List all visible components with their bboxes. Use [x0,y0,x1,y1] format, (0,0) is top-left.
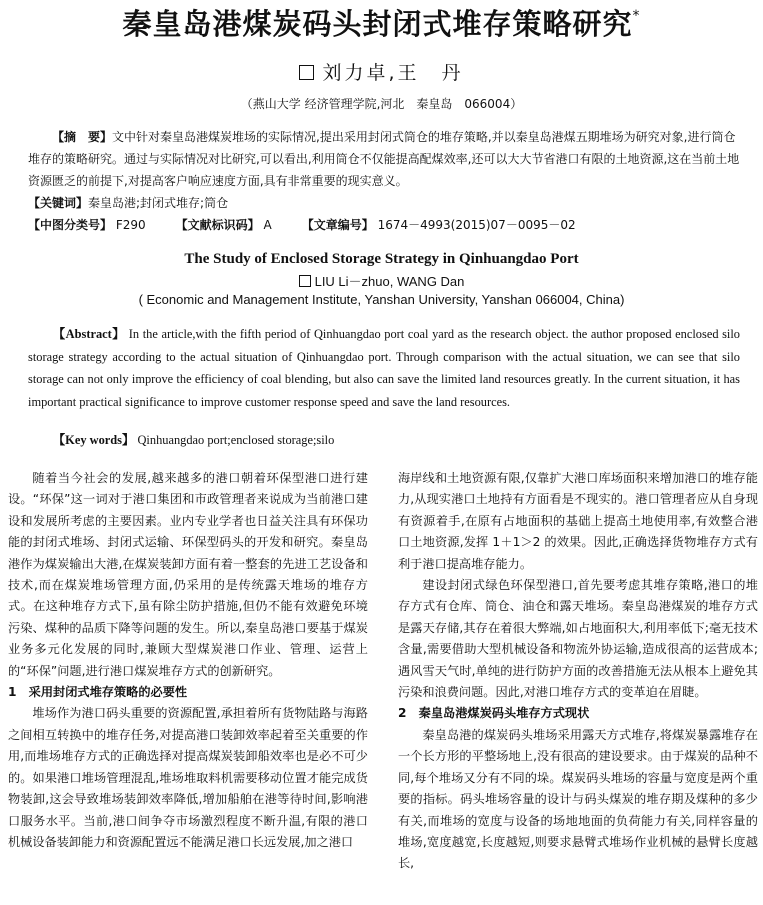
article-label: 【文章编号】 [301,218,374,232]
body-paragraph: 建设封闭式绿色环保型港口,首先要考虑其堆存策略,港口的堆存方式有仓库、筒仓、油仓和露天堆场。秦皇岛港煤炭的堆存方式是露天存储,其存在着很大弊端,如占地面积大,利用率低下;毫无技术含量,需要借助大型机械设备和物流外协运输,造成很高的运营成本;遇风雪天气时,单纯的进行防护方面的改善措施无法从根本上避免其污染和浪费问题。因此,对港口堆存方式的变革迫在眉睫。 [398,578,758,700]
title-footnote-marker: * [632,8,641,24]
body-paragraph: 堆场作为港口码头重要的资源配置,承担着所有货物陆路与海路之间相互转换中的堆存任务,对提高港口装卸效率起着至关重要的作用,而堆场堆存方式的正确选择对提高煤炭装卸船效率也是必不可少的。如果港口堆场管理混乱,堆场堆取料机需要移动位置才能完成货物装卸,这会导致堆场装卸效率降低,增加船舶在港等待时间,影响港口服务水平。当前,港口间争夺市场激烈程度不断升温,有限的港口机械设备装卸能力和资源配置远不能满足港口长远发展,加之港口 [8,706,368,849]
section-heading-1: 1 采用封闭式堆存策略的必要性 [8,685,188,700]
body-column-left [8,468,368,853]
paper-title-en: The Study of Enclosed Storage Strategy in Qinhuangdao Port [184,251,579,267]
clc-label: 【中图分类号】 [28,218,113,232]
authors-cn [0,58,763,85]
authors-en-text: LIU Li－zhuo, WANG Dan [314,274,465,289]
keywords-cn [28,192,740,214]
keywords-en-label: 【Key words】 [52,433,135,447]
article-value: 1674－4993(2015)07－0095－02 [377,218,576,232]
title-cn-text: 秦皇岛港煤炭码头封闭式堆存策略研究 [122,7,633,41]
keywords-en-text: Qinhuangdao port;enclosed storage;silo [137,433,335,447]
article-number [302,214,576,236]
keywords-cn-text: 秦皇岛港;封闭式堆存;筒仓 [88,196,229,210]
keywords-en [28,429,740,451]
paper-title-cn [0,2,763,43]
clc-code [28,214,146,236]
abstract-cn [28,126,740,192]
author-box-icon [299,65,314,80]
abstract-en [28,323,740,413]
clc-value: F290 [115,218,146,232]
keywords-cn-label: 【关键词】 [28,196,89,210]
doc-value: A [263,218,272,232]
body-paragraph: 海岸线和土地资源有限,仅靠扩大港口库场面积来增加港口的堆存能力,从现实港口土地持有方面看是不现实的。港口管理者应从自身现有资源着手,在原有占地面积的基础上提高土地使用率,有效整合港口土地资源,发挥 1＋1＞2 的效果。因此,正确选择货物堆存方式有利于港口提高堆存能力。 [398,471,758,571]
abstract-cn-text: 文中针对秦皇岛港煤炭堆场的实际情况,提出采用封闭式筒仓的堆存策略,并以秦皇岛港煤五期堆场为研究对象,进行筒仓堆存的策略研究。通过与实际情况对比研究,可以看出,利用筒仓不仅能提高配煤效率,还可以大大节省港口有限的土地资源,这在当前土地资源匮乏的前提下,对提高客户响应速度方面,具有非常重要的现实意义。 [28,130,740,188]
abstract-cn-label: 【摘 要】 [52,130,113,144]
affiliation-en: ( Economic and Management Institute, Yanshan University, Yanshan 066004, China) [138,292,625,307]
classification-line [28,214,740,236]
author-box-icon-en [299,275,311,287]
abstract-en-text: In the article,with the fifth period of Qinhuangdao port coal yard as the research object. the author proposed enclosed silo storage strategy according to the actual situation of Qinhuangdao port. Through comparison with the actual situation, we can see that silo storage can not only improve the efficiency of coal blending, but also can save the limited land resources greatly. In the current situation, it has important practical significance to improve customer response speed and save the land resources. [28,327,741,409]
authors-en [0,271,763,290]
affiliation-cn: （燕山大学 经济管理学院,河北 秦皇岛 066004） [240,97,523,111]
abstract-en-label: 【Abstract】 [52,327,126,341]
section-heading-2: 2 秦皇岛港煤炭码头堆存方式现状 [398,706,590,721]
doc-code [176,214,272,236]
body-paragraph: 秦皇岛港的煤炭码头堆场采用露天方式堆存,将煤炭暴露堆存在一个长方形的平整场地上,没有很高的建设要求。由于煤炭的品种不同,每个堆场又分有不同的垛。煤炭码头堆场的容量与宽度是两个重要的指标。码头堆场容量的设计与码头煤炭的堆存期及煤种的多少有关,而堆场的宽度与设备的场地地面的负荷能力有关,同样容量的堆场,宽度越宽,长度越短,则要求悬臂式堆场作业机械的悬臂长度越长, [398,727,758,871]
body-column-right [398,468,758,875]
body-paragraph: 随着当今社会的发展,越来越多的港口朝着环保型港口进行建设。“环保”这一词对于港口集团和市政管理者来说成为当前港口建设和发展所考虑的主要因素。业内专业学者也日益关注具有环保功能的封闭式堆场、封闭式运输、环保型码头的开发和研究。秦皇岛港作为煤炭输出大港,在煤炭装卸方面有着一整套的先进工艺设备和技术,而在煤炭堆场管理方面,仍采用的是传统露天堆场的堆存方式。在这种堆存方式下,虽有除尘防护措施,但仍不能有效避免环境污染、煤种的品质下降等问题的发生。所以,秦皇岛港口要基于煤炭业务多元化发展的同时,兼顾大型煤炭港口作业、管理、运营上的“环保”问题,进行港口煤炭堆存方式的创新研究。 [8,471,368,678]
authors-cn-text: 刘力卓,王 丹 [322,62,464,84]
doc-label: 【文献标识码】 [175,218,260,232]
